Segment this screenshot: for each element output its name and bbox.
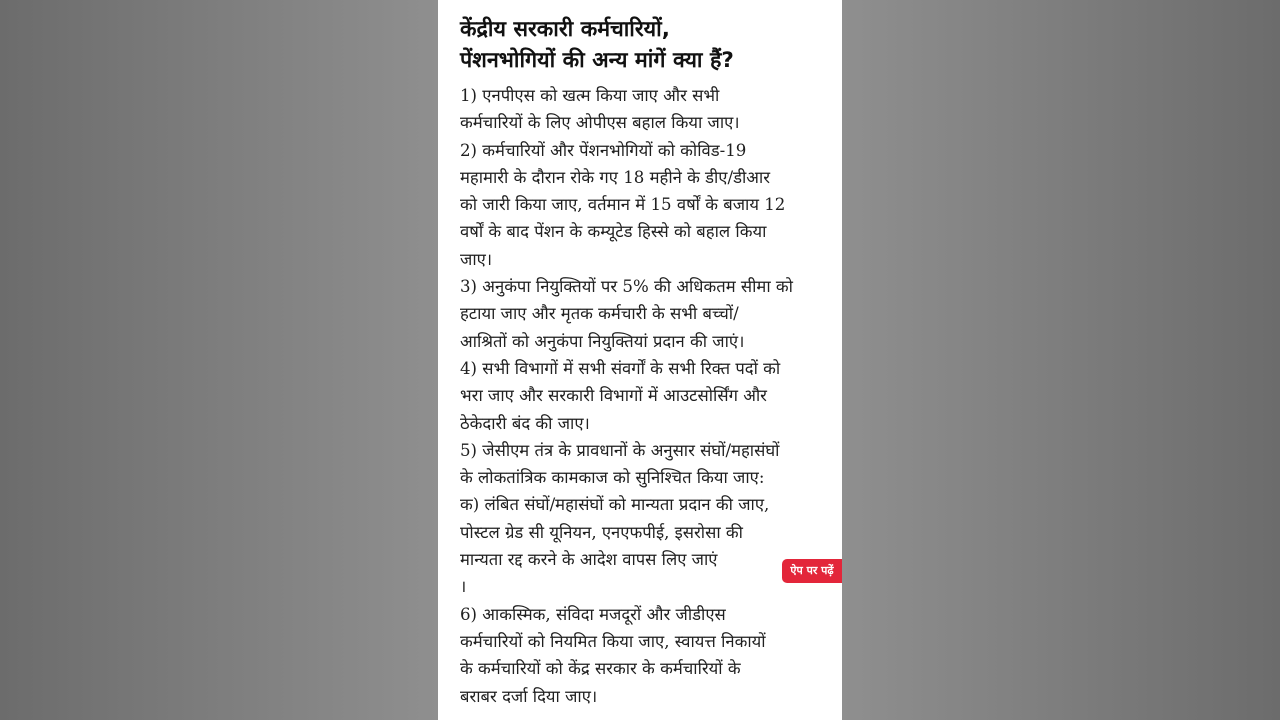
body-line: ठेकेदारी बंद की जाए। xyxy=(460,413,590,433)
body-line: के लोकतांत्रिक कामकाज को सुनिश्चित किया जाए: xyxy=(460,468,765,488)
body-line: 1) एनपीएस को खत्म किया जाए और सभी xyxy=(460,86,720,105)
body-line: जाए। xyxy=(460,249,493,269)
body-line: 3) अनुकंपा नियुक्तियों पर 5% की अधिकतम सीमा को xyxy=(460,277,793,297)
body-line: महामारी के दौरान रोके गए 18 महीने के डीए/डीआर xyxy=(460,167,770,187)
body-line: पोस्टल ग्रेड सी यूनियन, एनएफपीई, इसरोसा की xyxy=(460,522,743,542)
body-line: वर्षों के बाद पेंशन के कम्यूटेड हिस्से को बहाल किया xyxy=(460,222,767,242)
body-line: क) लंबित संघों/महासंघों को मान्यता प्रदान की जाए, xyxy=(460,495,770,515)
read-in-app-button[interactable]: ऐप पर पढ़ें xyxy=(782,559,842,583)
body-line: कर्मचारियों को नियमित किया जाए, स्वायत्त निकायों xyxy=(460,631,766,651)
body-line: भरा जाए और सरकारी विभागों में आउटसोर्सिंग और xyxy=(460,386,767,406)
article-card xyxy=(438,0,842,720)
body-line: बराबर दर्जा दिया जाए। xyxy=(460,686,598,706)
body-line: 4) सभी विभागों में सभी संवर्गों के सभी रिक्त पदों को xyxy=(460,358,781,378)
body-line: को जारी किया जाए, वर्तमान में 15 वर्षों के बजाय 12 xyxy=(460,195,786,215)
article-headline xyxy=(460,14,826,76)
body-line: मान्यता रद्द करने के आदेश वापस लिए जाएं xyxy=(460,550,718,570)
blurred-background-right xyxy=(842,0,1280,720)
body-line: 5) जेसीएम तंत्र के प्रावधानों के अनुसार संघों/महासंघों xyxy=(460,440,780,460)
article-body xyxy=(460,82,826,710)
body-line: कर्मचारियों के लिए ओपीएस बहाल किया जाए। xyxy=(460,113,740,133)
body-line: के कर्मचारियों को केंद्र सरकार के कर्मचारियों के xyxy=(460,659,741,679)
body-line: हटाया जाए और मृतक कर्मचारी के सभी बच्चों/ xyxy=(460,304,739,324)
body-line: 6) आकस्मिक, संविदा मजदूरों और जीडीएस xyxy=(460,604,726,624)
body-line: । xyxy=(460,577,467,597)
headline-line: पेंशनभोगियों की अन्य मांगें क्या हैं? xyxy=(460,48,734,73)
headline-line: केंद्रीय सरकारी कर्मचारियों, xyxy=(460,17,670,42)
body-line: आश्रितों को अनुकंपा नियुक्तियां प्रदान की जाएं। xyxy=(460,331,745,351)
body-line: 2) कर्मचारियों और पेंशनभोगियों को कोविड-19 xyxy=(460,140,747,160)
blurred-background-left xyxy=(0,0,438,720)
